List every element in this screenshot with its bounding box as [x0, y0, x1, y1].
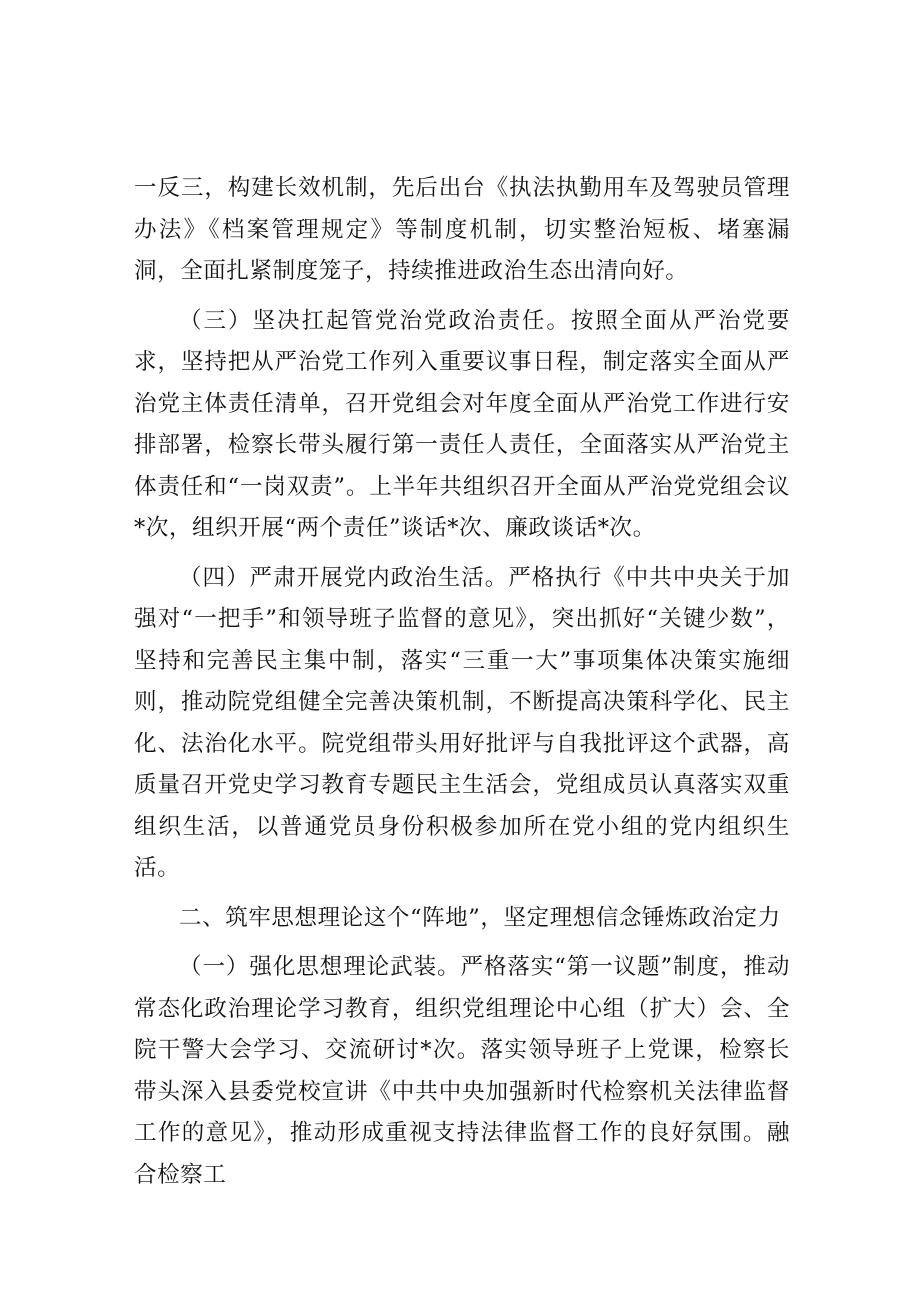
paragraph-gap — [134, 293, 790, 301]
paragraph-gap — [134, 939, 790, 947]
paragraph-party-responsibility: （三）坚决扛起管党治党政治责任。按照全面从严治党要求，坚持把从严治党工作列入重要议事日程，制定落实全面从严治党主体责任清单，召开党组会对年度全面从严治党工作进行安排部署，检察长带头履行第一责任人责任，全面落实从严治党主体责任和“一岗双责”。上半年共组织召开全面从严治党党组会议*次，组织开展“两个责任”谈话*次、廉政谈话*次。 — [134, 307, 790, 541]
paragraph-gap — [134, 890, 790, 898]
paragraph-gap — [134, 550, 790, 558]
section-heading-two: 二、筑牢思想理论这个“阵地”，坚定理想信念锤炼政治定力 — [179, 904, 781, 931]
paragraph-continuation: 一反三，构建长效机制，先后出台《执法执勤用车及驾驶员管理办法》《档案管理规定》等制度机制，切实整治短板、堵塞漏洞，全面扎紧制度笼子，持续推进政治生态出清向好。 — [134, 175, 790, 284]
paragraph-political-life: （四）严肃开展党内政治生活。严格执行《中共中央关于加强对“一把手”和领导班子监督的意见》，突出抓好“关键少数”，坚持和完善民主集中制，落实“三重一大”事项集体决策实施细则，推动院党组健全完善决策机制，不断提高决策科学化、民主化、法治化水平。院党组带头用好批评与自我批评这个武器，高质量召开党史学习教育专题民主生活会，党组成员认真落实双重组织生活，以普通党员身份积极参加所在党小组的党内组织生活。 — [134, 564, 790, 881]
document-body — [134, 168, 790, 1196]
paragraph-theory-armament: （一）强化思想理论武装。严格落实“第一议题”制度，推动常态化政治理论学习教育，组织党组理论中心组（扩大）会、全院干警大会学习、交流研讨*次。落实领导班子上党课，检察长带头深入县委党校宣讲《中共中央加强新时代检察机关法律监督工作的意见》，推动形成重视支持法律监督工作的良好氛围。融合检察工 — [134, 954, 790, 1188]
